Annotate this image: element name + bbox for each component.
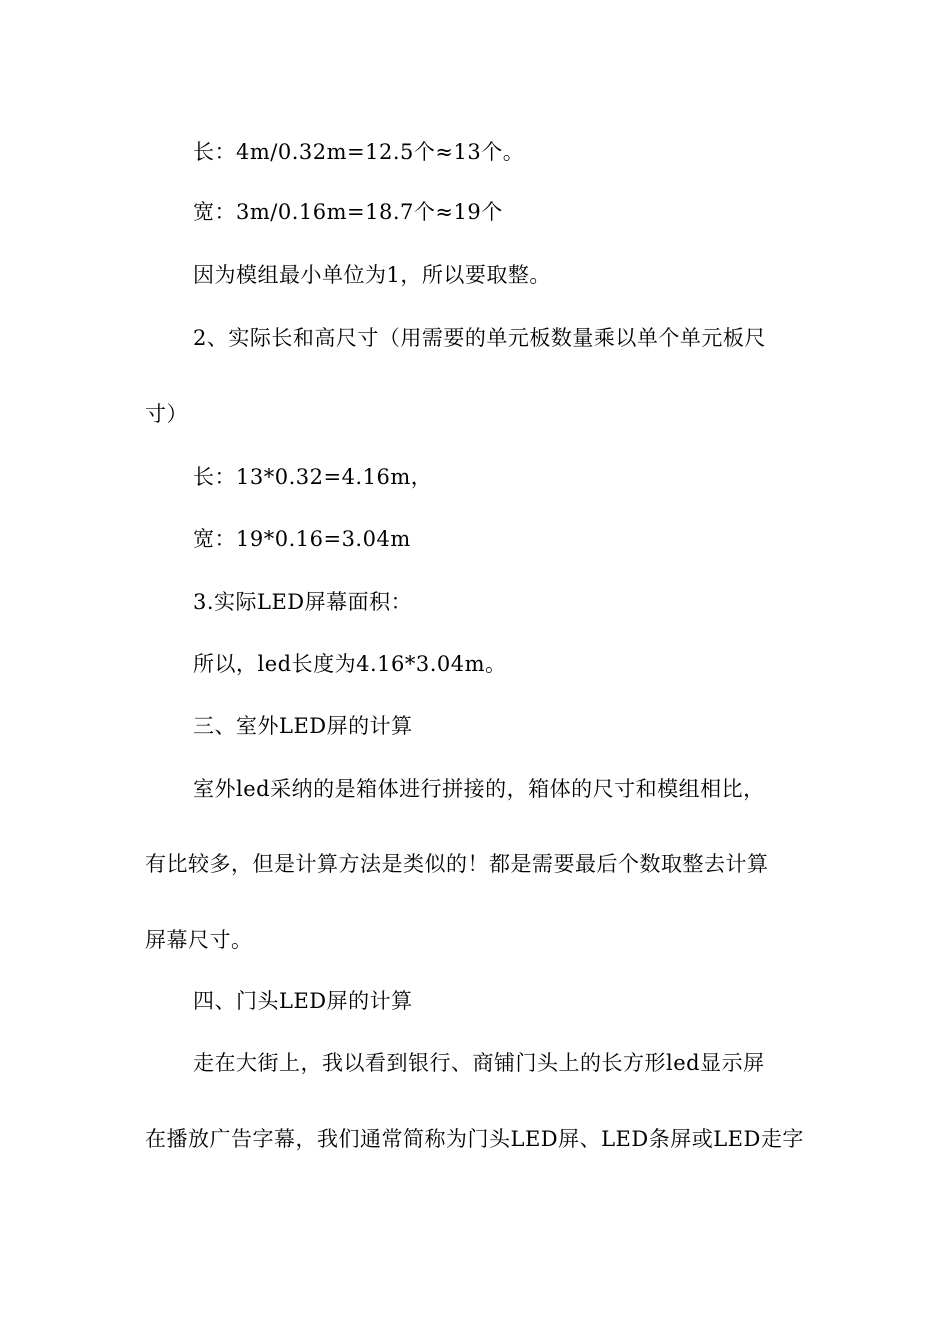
text-line-width-calc: 宽：3m/0.16m=18.7个≈19个 [193, 200, 503, 224]
text-line-storefront-para-2: 在播放广告字幕，我们通常简称为门头LED屏、LED条屏或LED走字 [145, 1127, 804, 1151]
text-line-storefront-para-1: 走在大街上，我以看到银行、商铺门头上的长方形led显示屏 [193, 1051, 765, 1075]
text-line-section-3-heading: 3.实际LED屏幕面积： [193, 590, 413, 614]
text-line-length-calc: 长：4m/0.32m=12.5个≈13个。 [193, 140, 525, 164]
text-line-storefront-heading: 四、门头LED屏的计算 [193, 989, 413, 1013]
text-line-actual-length: 长：13*0.32=4.16m， [193, 465, 433, 489]
text-line-outdoor-para-1: 室外led采纳的是箱体进行拼接的，箱体的尺寸和模组相比， [193, 777, 765, 801]
text-line-section-2-heading: 2、实际长和高尺寸（用需要的单元板数量乘以单个单元板尺 [193, 326, 766, 350]
text-line-outdoor-heading: 三、室外LED屏的计算 [193, 714, 413, 738]
text-line-rounding-note: 因为模组最小单位为1，所以要取整。 [193, 263, 551, 287]
text-line-led-size-result: 所以，led长度为4.16*3.04m。 [193, 652, 507, 676]
text-line-outdoor-para-2: 有比较多，但是计算方法是类似的！都是需要最后个数取整去计算 [145, 852, 769, 876]
text-line-actual-width: 宽：19*0.16=3.04m [193, 527, 411, 551]
text-line-section-2-heading-cont: 寸） [145, 402, 188, 426]
text-line-outdoor-para-3: 屏幕尺寸。 [145, 928, 253, 952]
